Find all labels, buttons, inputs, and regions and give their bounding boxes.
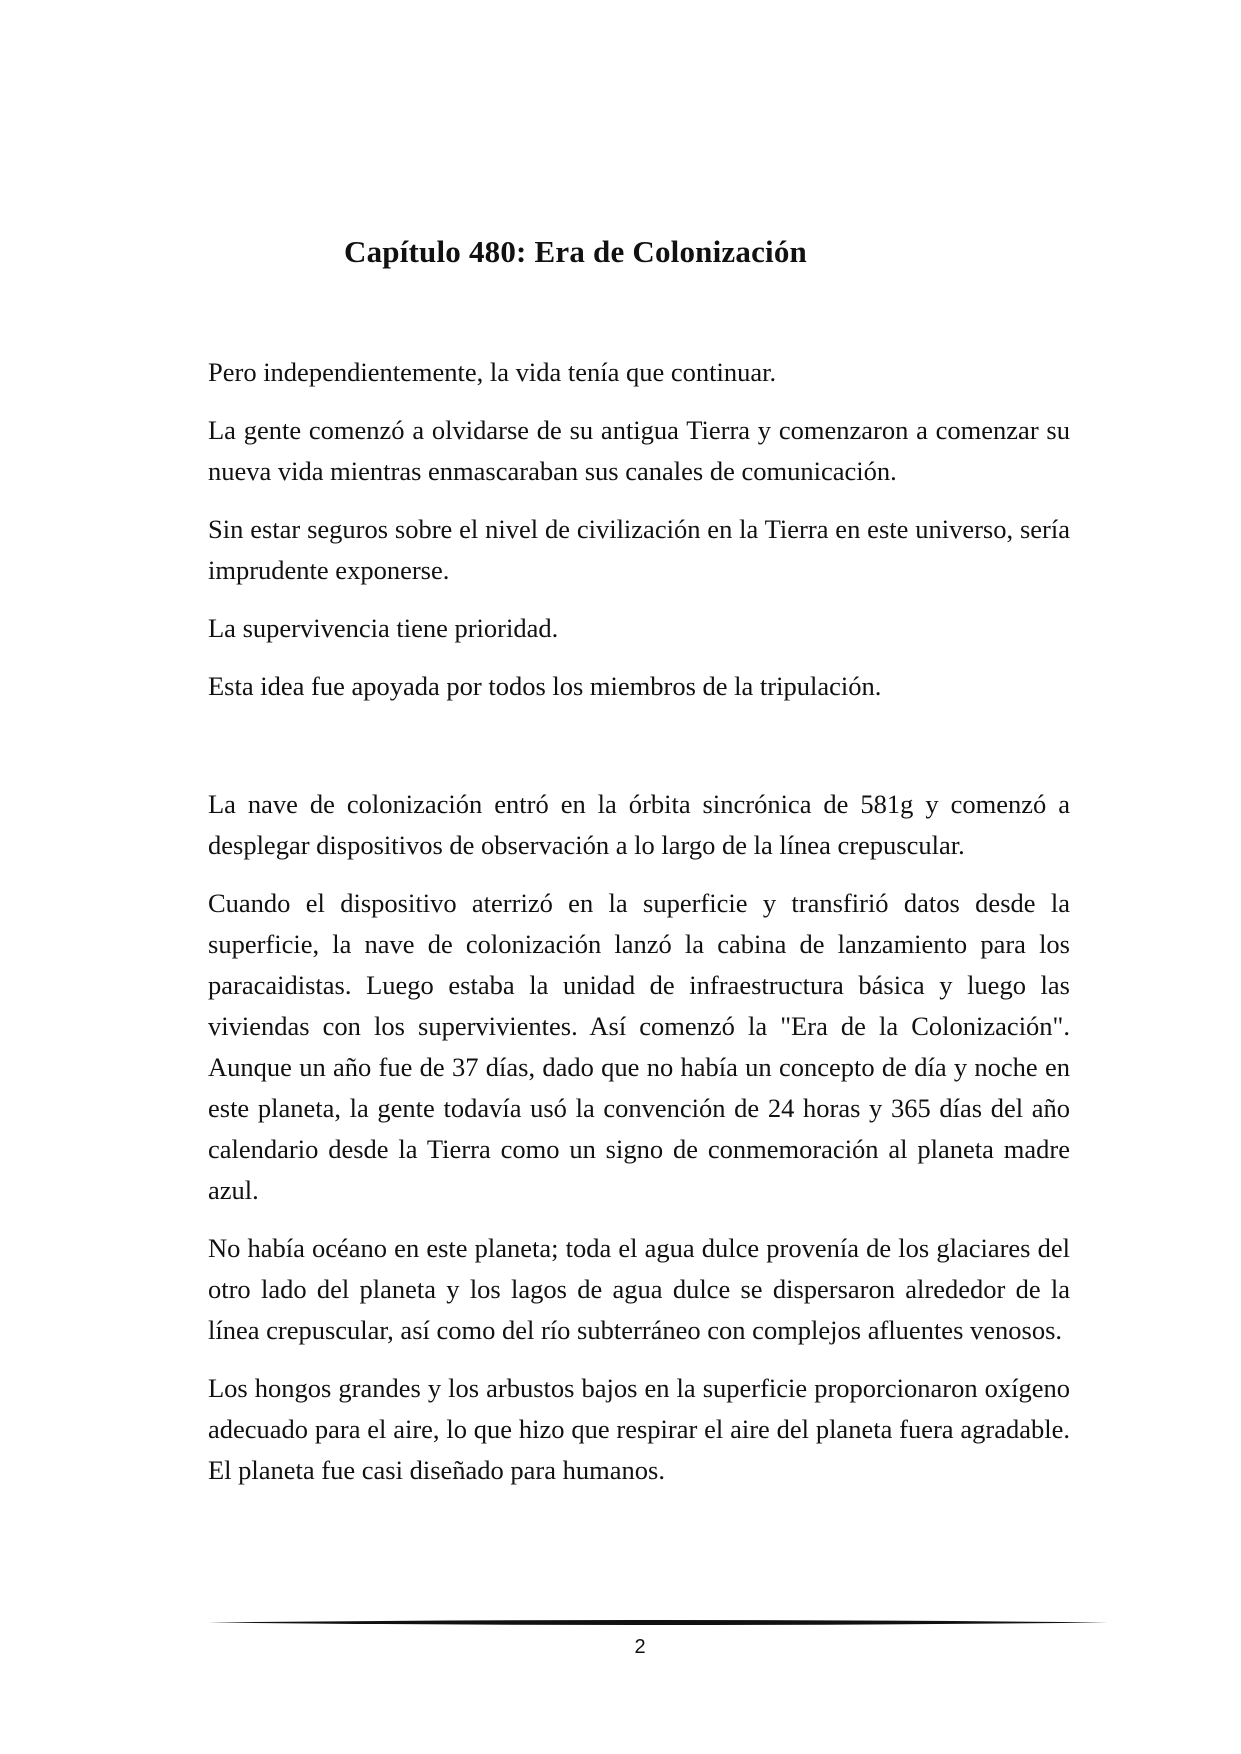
- paragraph: No había océano en este planeta; toda el agua dulce provenía de los glaciares del otro lado del planeta y los lagos de agua dulce se dispersaron alrededor de la línea crepuscular, así como del río subterráneo con complejos afluentes venosos.: [208, 1233, 1070, 1345]
- paragraph: La gente comenzó a olvidarse de su antigua Tierra y comenzaron a comenzar su nueva vida mientras enmascaraban sus canales de comunicación.: [208, 415, 1070, 486]
- page-number: 2: [634, 1636, 646, 1658]
- paragraph: Esta idea fue apoyada por todos los miembros de la tripulación.: [208, 671, 882, 701]
- chapter-title: Capítulo 480: Era de Colonización: [343, 234, 807, 269]
- paragraph: Sin estar seguros sobre el nivel de civilización en la Tierra en este universo, sería imprudente exponerse.: [208, 514, 1070, 585]
- paragraph: La supervivencia tiene prioridad.: [208, 613, 559, 643]
- body-text: [208, 352, 1070, 1491]
- paragraph: Cuando el dispositivo aterrizó en la superficie y transfirió datos desde la superficie, la nave de colonización lanzó la cabina de lanzamiento para los paracaidistas. Luego estaba la unidad de infraestructura básica y luego las viviendas con los supervivientes. Así comenzó la "Era de la Colonización". Aunque un año fue de 37 días, dado que no había un concepto de día y noche en este planeta, la gente todavía usó la convención de 24 horas y 365 días del año calendario desde la Tierra como un signo de conmemoración al planeta madre azul.: [208, 888, 1070, 1205]
- paragraph: La nave de colonización entró en la órbita sincrónica de 581g y comenzó a desplegar dispositivos de observación a lo largo de la línea crepuscular.: [208, 789, 1070, 860]
- paragraph: Los hongos grandes y los arbustos bajos en la superficie proporcionaron oxígeno adecuado para el aire, lo que hizo que respirar el aire del planeta fuera agradable. El planeta fue casi diseñado para humanos.: [208, 1373, 1070, 1485]
- footer-divider: [208, 1618, 1108, 1627]
- paragraph: Pero independientemente, la vida tenía que continuar.: [208, 357, 777, 387]
